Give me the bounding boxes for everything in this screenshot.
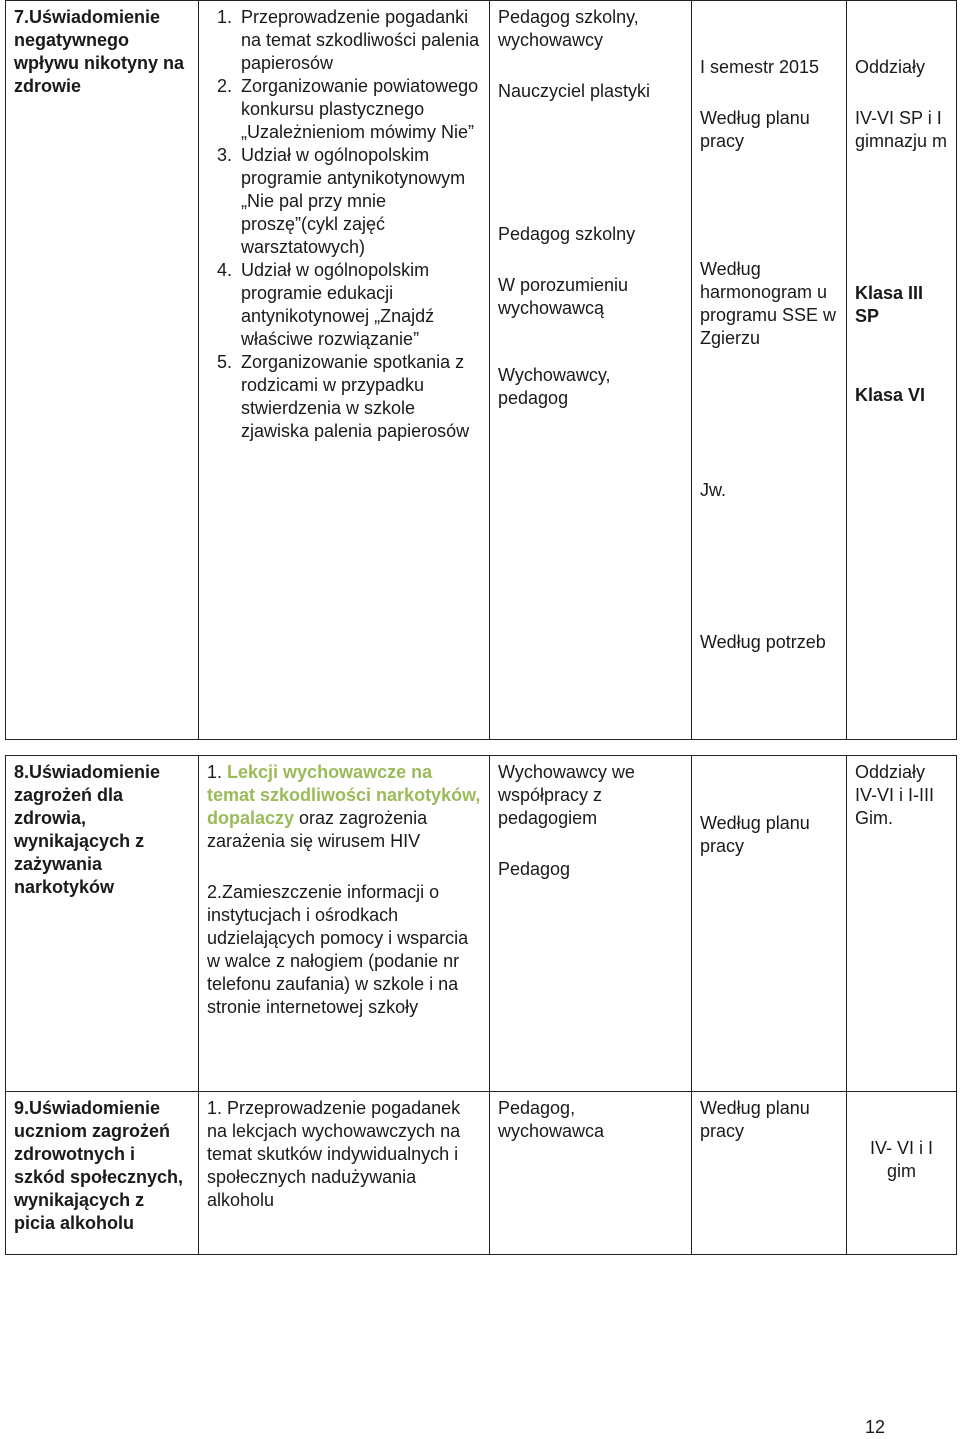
goal-prefix: 9. xyxy=(14,1098,30,1118)
target-item: IV- VI i I gim xyxy=(869,1138,934,1181)
responsible-item: Pedagog, wychowawca xyxy=(498,1098,605,1141)
row7-table xyxy=(5,0,957,740)
table-row xyxy=(6,1092,957,1255)
responsible-cell xyxy=(490,1092,692,1255)
list-item: 3. Udział w ogólnopolskim programie antynikotynowym „Nie pal przy mnie proszę”(cykl zajęć warsztatowych) xyxy=(237,144,481,259)
goal-cell xyxy=(6,1092,199,1255)
goal-text: Uświadomienie uczniom zagrożeń zdrowotnych i szkód społecznych, wynikających z picia alkoholu xyxy=(14,1098,184,1233)
task-number: 1. xyxy=(207,762,228,782)
responsible-item: Wychowawcy we współpracy z pedagogiem xyxy=(498,762,635,828)
tasks-cell xyxy=(199,1,490,740)
target-item: Oddziały IV-VI i I-III Gim. xyxy=(855,762,935,828)
goal-text: Uświadomienie zagrożeń dla zdrowia, wynikających z zażywania narkotyków xyxy=(14,762,161,897)
goal-cell xyxy=(6,756,199,1092)
tasks-cell xyxy=(199,756,490,1092)
term-item: Według potrzeb xyxy=(700,632,826,652)
goal-text: 7.Uświadomienie negatywnego wpływu nikotyny na zdrowie xyxy=(14,7,185,96)
tasks-cell xyxy=(199,1092,490,1255)
target-cell xyxy=(847,756,957,1092)
list-item: 2. Zorganizowanie powiatowego konkursu plastycznego „Uzależnieniom mówimy Nie” xyxy=(237,75,481,144)
task-list xyxy=(207,6,481,443)
responsible-item: Pedagog szkolny xyxy=(498,224,636,244)
responsible-item: Nauczyciel plastyki xyxy=(498,81,651,101)
task-item xyxy=(207,761,481,853)
task-item: 1. Przeprowadzenie pogadanek na lekcjach wychowawczych na temat skutków indywidualnych i społecznych nadużywania alkoholu xyxy=(207,1098,461,1210)
term-cell xyxy=(692,1,847,740)
responsible-item: Wychowawcy, pedagog xyxy=(498,365,611,408)
list-item: 1. Przeprowadzenie pogadanki na temat szkodliwości palenia papierosów xyxy=(237,6,481,75)
term-item: Jw. xyxy=(700,480,727,500)
target-item: Oddziały xyxy=(855,57,926,77)
responsible-item: Pedagog xyxy=(498,859,571,879)
task-text: oraz zagrożenia zarażenia się wirusem HIV xyxy=(207,808,428,851)
responsible-cell xyxy=(490,1,692,740)
highlighted-text: Lekcji wychowawcze na temat szkodliwości narkotyków, dopalaczy xyxy=(207,762,481,828)
target-cell xyxy=(847,1092,957,1255)
term-item: Według planu pracy xyxy=(700,1098,810,1141)
term-cell xyxy=(692,756,847,1092)
target-item: Klasa III SP xyxy=(855,283,924,326)
goal-cell xyxy=(6,1,199,740)
responsible-item: W porozumieniu wychowawcą xyxy=(498,275,629,318)
term-item: Według harmonogram u programu SSE w Zgierzu xyxy=(700,259,837,348)
term-item: Według planu pracy xyxy=(700,813,810,856)
task-item: 2.Zamieszczenie informacji o instytucjach i ośrodkach udzielających pomocy i wsparcia w walce z nałogiem (podanie nr telefonu zaufania) w szkole i na stronie internetowej szkoły xyxy=(207,882,469,1017)
list-item: 4. Udział w ogólnopolskim programie edukacji antynikotynowej „Znajdź właściwe rozwiązanie” xyxy=(237,259,481,351)
responsible-item: Pedagog szkolny, wychowawcy xyxy=(498,7,639,50)
term-item: I semestr 2015 xyxy=(700,57,820,77)
page-number: 12 xyxy=(865,1417,886,1437)
goal-prefix: 8. xyxy=(14,762,30,782)
responsible-cell xyxy=(490,756,692,1092)
list-item: 5. Zorganizowanie spotkania z rodzicami w przypadku stwierdzenia w szkole zjawiska palenia papierosów xyxy=(237,351,481,443)
target-item: Klasa VI xyxy=(855,385,926,405)
rows8-9-table xyxy=(5,755,957,1255)
term-item: Według planu pracy xyxy=(700,108,810,151)
table-row xyxy=(6,756,957,1092)
target-cell xyxy=(847,1,957,740)
term-cell xyxy=(692,1092,847,1255)
table-row xyxy=(6,1,957,740)
target-item: IV-VI SP i I gimnazju m xyxy=(855,108,948,151)
